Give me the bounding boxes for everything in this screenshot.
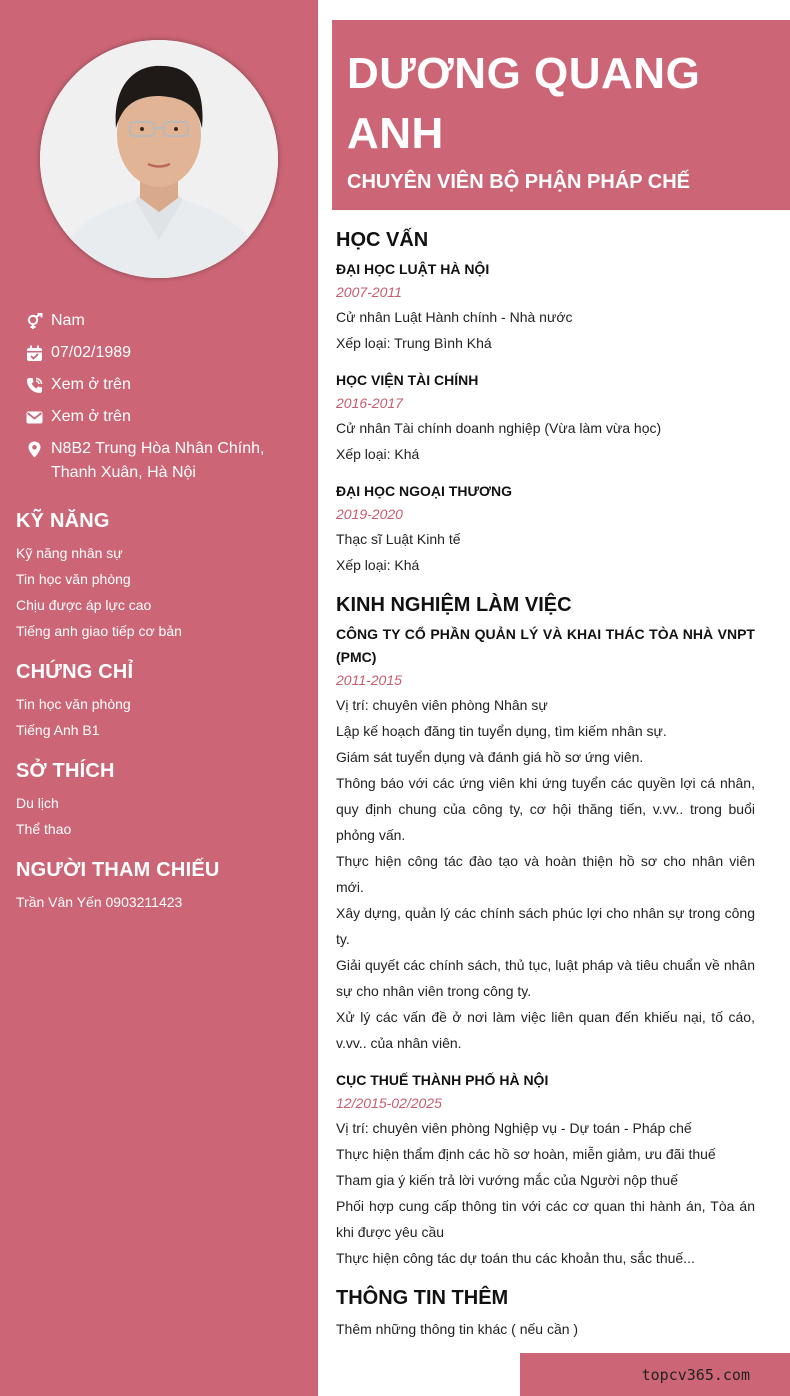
hobby-item: Du lịch — [16, 795, 59, 811]
skill-item: Chịu được áp lực cao — [16, 597, 152, 613]
experience-line: Thông báo với các ứng viên khi ứng tuyển các quyền lợi cá nhân, quy định chung của công ty, cơ hội thăng tiến, v.vv.. trong buổi phỏng vấn. — [336, 775, 755, 843]
certificates-title: CHỨNG CHỈ — [16, 661, 134, 683]
main-content — [336, 226, 755, 1352]
experience-line: Lập kế hoạch đăng tin tuyển dụng, tìm kiếm nhân sự. — [336, 723, 667, 739]
watermark-text: topcv365.com — [641, 1365, 750, 1384]
hobbies-section — [16, 759, 306, 842]
full-name: DƯƠNG QUANG ANH — [347, 49, 701, 158]
experience-line: Vị trí: chuyên viên phòng Nghiệp vụ - Dự toán - Pháp chế — [336, 1120, 692, 1136]
experience-period: 2011-2015 — [336, 672, 402, 688]
experience-period: 12/2015-02/2025 — [336, 1095, 442, 1111]
location-pin-icon — [26, 437, 43, 461]
contact-email — [26, 405, 296, 429]
job-title: CHUYÊN VIÊN BỘ PHẬN PHÁP CHẾ — [347, 171, 691, 193]
certificate-item: Tin học văn phòng — [16, 696, 131, 712]
calendar-icon — [26, 341, 43, 365]
contact-gender — [26, 309, 296, 333]
education-line: Cử nhân Luật Hành chính - Nhà nước — [336, 309, 573, 325]
education-period: 2019-2020 — [336, 506, 403, 522]
education-line: Thạc sĩ Luật Kinh tế — [336, 531, 461, 547]
additional-info-title: THÔNG TIN THÊM — [336, 1287, 509, 1309]
education-line: Xếp loại: Khá — [336, 557, 420, 573]
experience-entry — [336, 1069, 755, 1271]
experience-title: KINH NGHIỆM LÀM VIỆC — [336, 594, 572, 616]
phone-icon — [26, 373, 43, 397]
references-section — [16, 858, 306, 915]
envelope-icon — [26, 405, 43, 429]
skill-item: Tin học văn phòng — [16, 571, 131, 587]
education-line: Cử nhân Tài chính doanh nghiệp (Vừa làm vừa học) — [336, 420, 662, 436]
hobbies-title: SỞ THÍCH — [16, 760, 115, 782]
hobby-item: Thể thao — [16, 821, 72, 837]
skill-item: Tiếng anh giao tiếp cơ bản — [16, 623, 182, 639]
experience-line: Thực hiện thẩm định các hồ sơ hoàn, miễn giảm, ưu đãi thuế — [336, 1146, 716, 1162]
education-entry — [336, 369, 755, 467]
profile-photo — [40, 40, 278, 278]
contact-address — [26, 437, 296, 485]
experience-org: CỤC THUẾ THÀNH PHỐ HÀ NỘI — [336, 1072, 549, 1088]
education-org: HỌC VIỆN TÀI CHÍNH — [336, 372, 479, 388]
phone-text: Xem ở trên — [51, 376, 131, 393]
education-line: Xếp loại: Trung Bình Khá — [336, 335, 492, 351]
experience-line: Giám sát tuyển dụng và đánh giá hồ sơ ứng viên. — [336, 749, 644, 765]
contact-phone — [26, 373, 296, 397]
birthdate-text: 07/02/1989 — [51, 344, 132, 361]
experience-line: Phối hợp cung cấp thông tin với các cơ quan thi hành án, Tòa án khi được yêu cầu — [336, 1198, 755, 1240]
skills-section — [16, 509, 306, 644]
education-period: 2007-2011 — [336, 284, 402, 300]
experience-line: Xử lý các vấn đề ở nơi làm việc liên quan đến khiếu nại, tố cáo, v.vv.. của nhân viên. — [336, 1009, 755, 1051]
contact-birthdate — [26, 341, 296, 365]
experience-line: Tham gia ý kiến trả lời vướng mắc của Người nộp thuế — [336, 1172, 678, 1188]
additional-info-text: Thêm những thông tin khác ( nếu cần ) — [336, 1321, 579, 1337]
education-org: ĐẠI HỌC LUẬT HÀ NỘI — [336, 261, 490, 277]
additional-info-section — [336, 1284, 755, 1342]
experience-line: Giải quyết các chính sách, thủ tục, luật pháp và tiêu chuẩn về nhân sự cho nhân viên trong công ty. — [336, 957, 755, 999]
name-header — [332, 20, 790, 210]
references-title: NGƯỜI THAM CHIẾU — [16, 859, 220, 881]
skills-title: KỸ NĂNG — [16, 510, 110, 532]
experience-line: Xây dựng, quản lý các chính sách phúc lợi cho nhân sự trong công ty. — [336, 905, 755, 947]
avatar — [40, 40, 278, 278]
education-entry — [336, 480, 755, 578]
reference-item: Trần Vân Yến 0903211423 — [16, 894, 183, 910]
experience-org: CÔNG TY CỔ PHẦN QUẢN LÝ VÀ KHAI THÁC TÒA NHÀ VNPT (PMC) — [336, 626, 755, 665]
experience-line: Thực hiện công tác đào tạo và hoàn thiện hồ sơ cho nhân viên mới. — [336, 853, 755, 895]
experience-entry — [336, 623, 755, 1056]
contact-list — [26, 309, 296, 493]
skill-item: Kỹ năng nhân sự — [16, 545, 123, 561]
gender-icon — [26, 309, 43, 333]
certificate-item: Tiếng Anh B1 — [16, 722, 100, 738]
education-section — [336, 226, 755, 578]
education-org: ĐẠI HỌC NGOẠI THƯƠNG — [336, 483, 512, 499]
address-text: N8B2 Trung Hòa Nhân Chính, Thanh Xuân, Hà Nội — [51, 440, 265, 481]
certificates-section — [16, 660, 306, 743]
sidebar — [0, 0, 318, 1396]
education-title: HỌC VẤN — [336, 229, 429, 251]
gender-text: Nam — [51, 312, 85, 329]
experience-section — [336, 591, 755, 1271]
watermark — [520, 1353, 790, 1396]
experience-line: Thực hiện công tác dự toán thu các khoản thu, sắc thuế... — [336, 1250, 695, 1266]
experience-line: Vị trí: chuyên viên phòng Nhân sự — [336, 697, 548, 713]
education-line: Xếp loại: Khá — [336, 446, 420, 462]
education-entry — [336, 258, 755, 356]
education-period: 2016-2017 — [336, 395, 403, 411]
email-text: Xem ở trên — [51, 408, 131, 425]
